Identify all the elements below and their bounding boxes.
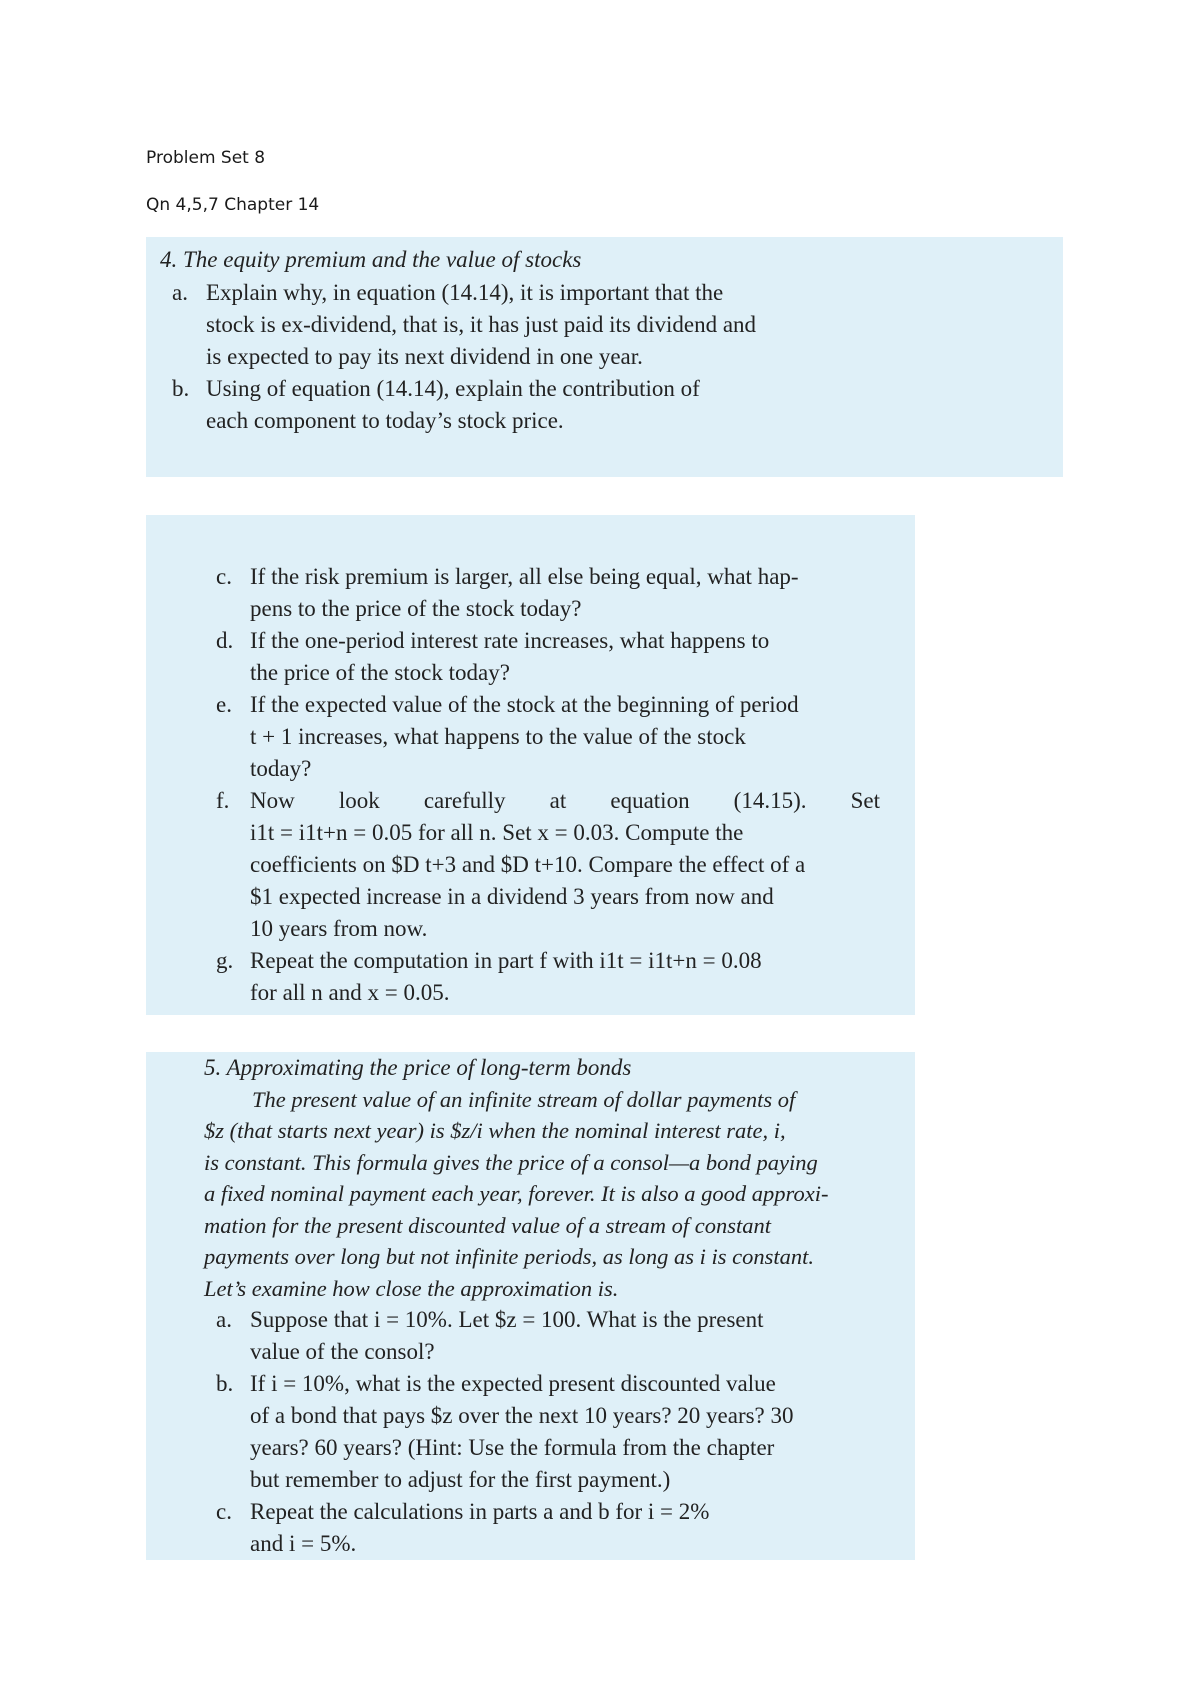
doc-title: Problem Set 8 [146, 148, 266, 168]
q5-c-line-1: Repeat the calculations in parts a and b for i = 2% [250, 1499, 710, 1524]
q5-b-line-3: years? 60 years? (Hint: Use the formula from the chapter [250, 1435, 775, 1460]
q5-a-line-2: value of the consol? [250, 1339, 435, 1364]
q4-f-label: f. [216, 788, 230, 813]
q5-c-line-2: and i = 5%. [250, 1531, 357, 1556]
q4-f-line-3: coefficients on $D t+3 and $D t+10. Compare the effect of a [250, 852, 806, 877]
question-4-box [146, 237, 1063, 477]
q4-a-line-2: stock is ex-dividend, that is, it has just paid its dividend and [206, 312, 757, 337]
q5-b-line-1: If i = 10%, what is the expected present discounted value [250, 1371, 776, 1396]
q5-intro-line-6: payments over long but not infinite periods, as long as i is constant. [204, 1244, 814, 1269]
q4-c-line-1: If the risk premium is larger, all else being equal, what hap- [250, 564, 799, 589]
q5-b-label: b. [216, 1371, 234, 1396]
q4-a-line-3: is expected to pay its next dividend in one year. [206, 344, 643, 369]
q4-a-line-1: Explain why, in equation (14.14), it is important that the [206, 280, 724, 305]
q4-g-line-1: Repeat the computation in part f with i1t = i1t+n = 0.08 [250, 948, 762, 973]
q5-intro-line-7: Let’s examine how close the approximation is. [204, 1276, 619, 1301]
q4-e-label: e. [216, 692, 232, 717]
q4-d-label: d. [216, 628, 234, 653]
q5-intro-line-2: $z (that starts next year) is $z/i when the nominal interest rate, i, [204, 1118, 786, 1143]
q5-a-line-1: Suppose that i = 10%. Let $z = 100. What is the present [250, 1307, 764, 1332]
q4-f-line-2: i1t = i1t+n = 0.05 for all n. Set x = 0.03. Compute the [250, 820, 744, 845]
q4-f-line-5: 10 years from now. [250, 916, 428, 941]
q5-c-label: c. [216, 1499, 232, 1524]
q5-intro-line-3: is constant. This formula gives the price of a consol—a bond paying [204, 1150, 818, 1175]
q5-intro-line-1: The present value of an infinite stream of dollar payments of [252, 1087, 796, 1112]
q4-e-line-2: t + 1 increases, what happens to the value of the stock [250, 724, 746, 749]
q5-a-label: a. [216, 1307, 232, 1332]
question-5-title: 5. Approximating the price of long-term bonds [204, 1055, 632, 1080]
q4-c-label: c. [216, 564, 232, 589]
doc-subtitle: Qn 4,5,7 Chapter 14 [146, 195, 320, 215]
q4-b-line-1: Using of equation (14.14), explain the contribution of [206, 376, 700, 401]
q5-b-line-2: of a bond that pays $z over the next 10 years? 20 years? 30 [250, 1403, 794, 1428]
q4-e-line-3: today? [250, 756, 312, 781]
question-4-title: 4. The equity premium and the value of stocks [160, 247, 582, 272]
q5-intro-line-4: a fixed nominal payment each year, forever. It is also a good approxi- [204, 1181, 829, 1206]
q4-e-line-1: If the expected value of the stock at the beginning of period [250, 692, 799, 717]
q4-b-line-2: each component to today’s stock price. [206, 408, 564, 433]
q4-g-line-2: for all n and x = 0.05. [250, 980, 450, 1005]
q4-d-line-1: If the one-period interest rate increases, what happens to [250, 628, 770, 653]
q4-g-label: g. [216, 948, 234, 973]
q4-b-label: b. [172, 376, 190, 401]
q5-b-line-4: but remember to adjust for the first payment.) [250, 1467, 671, 1492]
q4-f-line-1: Now look carefully at equation (14.15). Set [250, 788, 880, 813]
q4-d-line-2: the price of the stock today? [250, 660, 510, 685]
q5-intro-line-5: mation for the present discounted value of a stream of constant [204, 1213, 772, 1238]
q4-c-line-2: pens to the price of the stock today? [250, 596, 582, 621]
question-5-box [146, 1052, 915, 1560]
q4-a-label: a. [172, 280, 188, 305]
question-4-continued-box [146, 515, 915, 1015]
q4-f-line-4: $1 expected increase in a dividend 3 years from now and [250, 884, 774, 909]
